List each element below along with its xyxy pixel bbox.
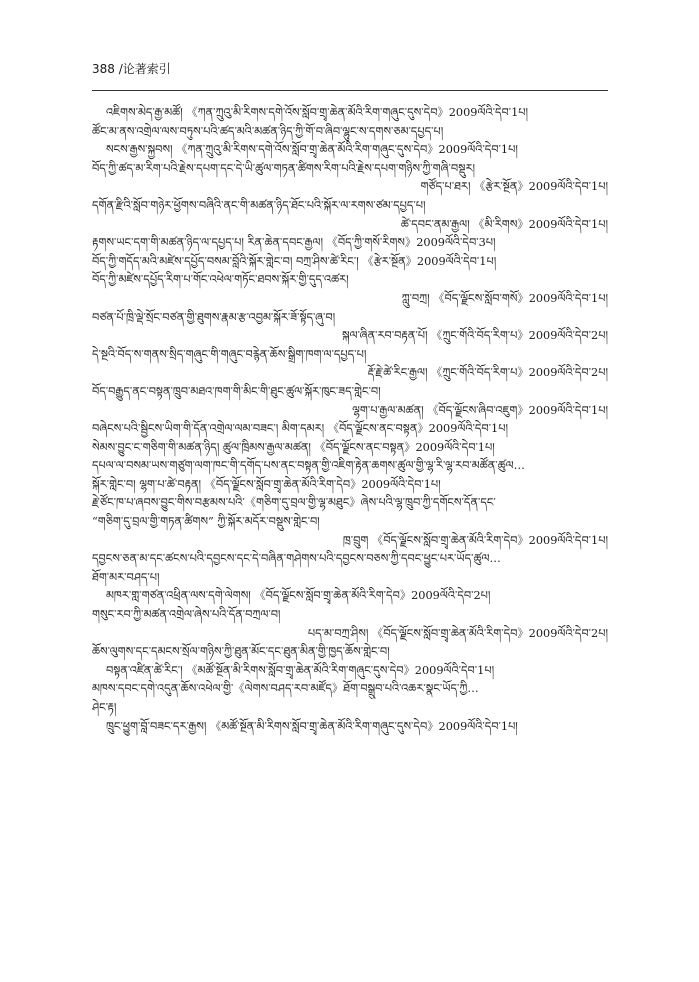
entry-line: འཇིགས་མེད་རྒྱ་མཚོ། 《ཀན་ཀྲུའུ་མི་རིགས་དགེ་འོས་སློབ་གྲྭ་ཆེན་མོའི་རིག་གཞུང་དུས་དེབ》2009ལོའི་དེབ་1པ།: [106, 106, 529, 119]
entry-line: མཁར་གླ་གཙན་འཕྲིན་ལས་དགེ་ལེགས། 《བོད་ལྗོངས་སློབ་གྲྭ་ཆེན་མོའི་རིག་དེབ》2009ལོའི་དེབ་2པ།: [106, 589, 491, 603]
entry-line: དཔལ་ལ་བསམ་ཡས་གཙུག་ལག་ཁང་གི་དགོད་པས་ནང་བསྟན་གྱི་འཇིག་རྟེན་ཆགས་ཚུལ་གྱི་ལྷ་རི་ལྷ་རབ་མཚོན་ཚུལ…: [92, 459, 525, 473]
entry-line: བོད་ཀྱི་གདོད་མའི་མཛེས་དཔྱོད་བསམ་བློའི་སྐོར་གླེང་བ། བཀྲ་ཤིས་ཚེ་རིང་། 《རྩེར་སྔོན》2009ལོའི་དེབ་1པ།: [92, 254, 497, 268]
entry-line: རྡོ་རྗེ་ཚེ་རིང་རྒྱལ། 《ཀྲུང་གོའི་བོད་རིག་པ》2009ལོའི་དེབ་2པ།: [367, 366, 608, 380]
entry-line: ཀླུ་བཀྲ། 《བོད་ལྗོངས་སློབ་གསོ》2009ལོའི་དེབ་1པ།: [401, 291, 608, 305]
entry-line: “གཅིག་དུ་བྲལ་གྱི་གཏན་ཚིགས” ཀྱི་སྐོར་མདོར་བསྡུས་གླེང་བ།: [92, 515, 320, 529]
entry-line: དགོན་རྫིའི་སློབ་གཉེར་ཕྱོགས་བཞིའི་ནང་གི་མཚན་ཉིད་ཐོང་པའི་སྐོར་ལ་རགས་ཙམ་དཔྱད་པ།: [92, 198, 426, 212]
bibliography-entries: [92, 104, 608, 736]
entry-line: སངས་རྒྱས་སྐྱབས། 《ཀན་ཀྲུའུ་མི་རིགས་དགེ་འོས་སློབ་གྲྭ་ཆེན་མོའི་རིག་གཞུང་དུས་དེབ》2009ལོའི་དེབ་1པ།: [106, 143, 518, 157]
entry-line: ཁྲ་བྲུག 《བོད་ལྗོངས་སློབ་གྲྭ་ཆེན་མོའི་རིག་དེབ》2009ལོའི་དེབ་1པ།: [342, 533, 608, 547]
entry-line: བོད་བརྒྱུད་ནང་བསྟན་ཁྲུབ་མཐའ་ཁག་གི་མིང་གི་ཐུང་ཚུལ་སྐོར་ཁུང་ཟད་གླེང་བ།: [92, 384, 381, 398]
entry-line: རྗེ་ཙོང་ཁ་པ་ཞབས་བྱུང་གིས་བརྩམས་པའི་《གཅིག་དུ་བྲལ་གྱི་ལྷ་མཐུང》ཞེས་པའི་ལྷ་ཁྲུབ་ཀྱི་དགོངས་དོན་དང་: [92, 496, 496, 510]
entry-line: ཆོས་ལུགས་དང་དམངས་སྲོལ་གཉིས་ཀྱི་ཐུན་མོང་དང་ཐུན་མིན་གྱི་ཁྱད་ཆོས་གླེང་བ།: [92, 645, 390, 659]
entry-line: བཞེངས་པའི་སྦྱིངས་ཡིག་གི་དོན་འགྲེལ་ལམ་བཟང་། མིག་དམར། 《བོད་ལྗོངས་ནང་བསྟན》2009ལོའི་དེབ་1པ།: [92, 422, 508, 436]
entry-line: སྐལ་ཞིན་རབ་བརྟན་པོ། 《ཀྲུང་གོའི་བོད་རིག་པ》2009ལོའི་དེབ་2པ།: [342, 329, 608, 343]
entry-line: ཐོག་མར་བཤད་པ།: [92, 570, 160, 584]
header-rule: [92, 90, 608, 91]
entry-line: ཤེང་རྟ།: [92, 701, 117, 714]
entry-line: མཁས་དབང་དགེ་འདུན་ཆོས་འཕེལ་གྱི་《ལེགས་བཤད་རབ་མཛོད》ཐོག་བསྒྲུབ་པའི་འཆར་སྣང་ཡོད་ཀྱི…: [92, 682, 479, 696]
entry-line: པད་མ་བཀྲ་ཤིས། 《བོད་ལྗོངས་སློབ་གྲྭ་ཆེན་མོའི་རིག་དེབ》2009ལོའི་དེབ་2པ།: [307, 626, 608, 640]
entry-line: བཙན་པོ་ཁྲི་ལྡེ་སྲོང་བཙན་གྱི་ཐུགས་རྣམ་རྩ་འབྱམ་སྐོར་ཟོ་སྟོད་ཞུ་བ།: [92, 310, 336, 324]
entry-line: རྟགས་ཡང་དག་གི་མཚན་ཉིད་ལ་དཔྱད་པ། རིན་ཆེན་དབང་རྒྱལ། 《བོད་ཀྱི་གསོ་རིགས》2009ལོའི་དེབ་3པ།: [92, 236, 496, 250]
entry-line: གསུང་རབ་ཀྱི་མཚན་འགྲེལ་ཞེས་པའི་དོན་བཀྲལ་བ།: [92, 608, 281, 622]
page-label: 388 /论著索引: [92, 62, 171, 76]
entry-line: གཙོད་པ་ཐར། 《རྩེར་སྔོན》2009ལོའི་དེབ་1པ།: [420, 180, 608, 194]
entry-line: དེ་སྔའི་བོད་ས་གནས་སྲིད་གཞུང་གི་གཞུང་བརྙེན་ཆོས་སྒྲིག་ཁག་ལ་དཔྱད་པ།: [92, 347, 367, 361]
entry-line: ཁྲུང་ཕྱུག་བློ་བཟང་དར་རྒྱས། 《མཚོ་སྔོན་མི་རིགས་སློབ་གྲྭ་ཆེན་མོའི་རིག་གཞུང་དུས་དེབ》2009ལོའི་དེབ་1པ།: [106, 719, 518, 733]
page-header: [92, 60, 608, 77]
entry-line: བོད་ཀྱི་ཚད་མ་རིག་པའི་རྗེས་དཔག་དང་དེ་ཡི་ཚུལ་གཏན་ཚིགས་རིག་པའི་རྗེས་དཔག་གཉིས་ཀྱི་གཞི་བསྡུར།: [92, 161, 475, 175]
entry-line: ཚོང་མ་ནས་འགྲེལ་ལས་བཏུས་པའི་ཚད་མའི་མཚན་ཉིད་ཀྱི་གོ་བ་ཞིབ་ལྷུང་ས་དགས་ཅམ་དཔྱད་པ།: [92, 124, 444, 138]
entry-line: ཚེ་དབང་ནམ་རྒྱལ། 《མི་རིགས》2009ལོའི་དེབ་1པ།: [400, 217, 608, 231]
entry-line: བོད་ཀྱི་མཛེས་དཔྱོད་རིག་པ་གོང་འཕེལ་གཏོང་ཐབས་སྐོར་གྱི་དུད་འཚར།: [92, 273, 349, 287]
entry-line: སེམས་བྱུང་ང་གཅིག་གི་མཚན་ཉིད། ཚུལ་ཁྲིམས་རྒྱལ་མཚན། 《བོད་ལྗོངས་ནང་བསྟན》2009ལོའི་དེབ་1པ།: [92, 440, 495, 454]
entry-line: དབྱངས་ཅན་མ་དང་ཚངས་པའི་དབྱངས་དང་དེ་བཞིན་གཤེགས་པའི་དབྱངས་བཅས་ཀྱི་དབང་ཕྱུང་པར་ཡོད་ཚུལ…: [92, 552, 501, 566]
entry-line: བསྟན་འཛིན་ཚེ་རིང་། 《མཚོ་སྔོན་མི་རིགས་སློབ་གྲྭ་ཆེན་མོའི་རིག་གཞུང་དུས་དེབ》2009ལོའི་དེབ་1པ།: [106, 663, 495, 677]
entry-line: ལྷག་པ་རྒྱལ་མཚན། 《བོད་ལྗོངས་ཞིབ་འཇུག》2009ལོའི་དེབ་1པ།: [352, 403, 608, 417]
entry-line: སྐོར་གླེང་བ། ལྷག་པ་ཚེ་བརྟན། 《བོད་ལྗོངས་སློབ་གྲྭ་ཆེན་མོའི་རིག་དེབ》2009ལོའི་དེབ་1པ།: [92, 477, 441, 491]
